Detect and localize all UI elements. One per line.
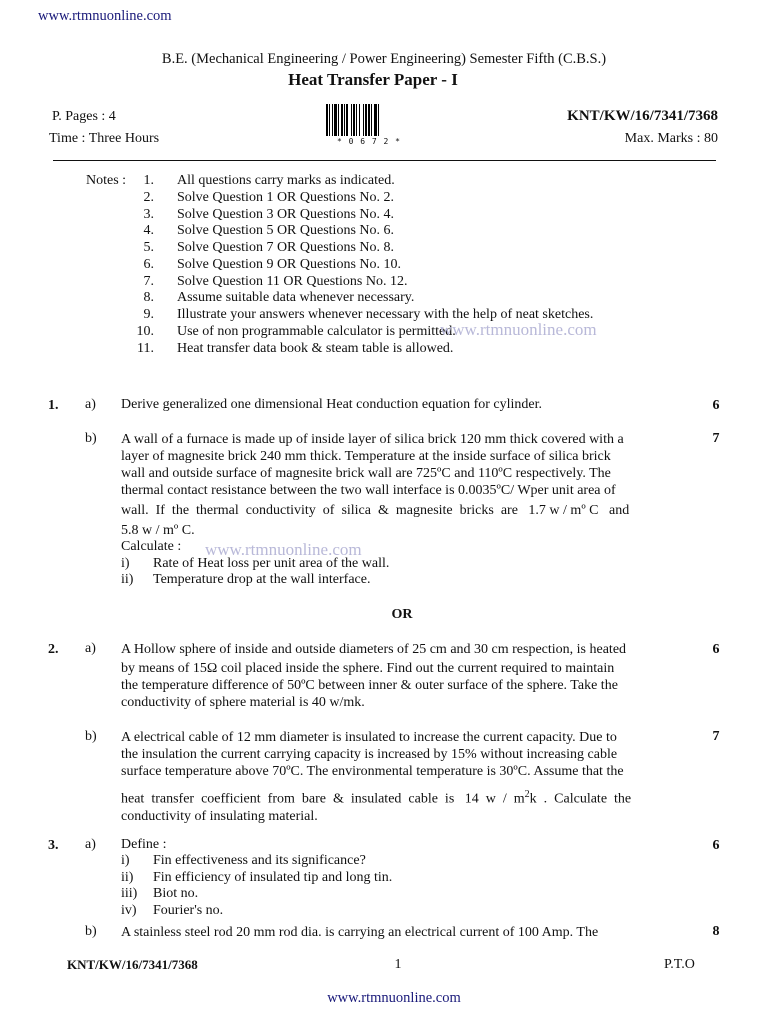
question-number: 3.	[48, 838, 59, 853]
sub-question-text: Fin efficiency of insulated tip and long tin.	[153, 870, 393, 885]
question-part-label: a)	[85, 641, 96, 656]
note-text: Solve Question 3 OR Questions No. 4.	[177, 207, 394, 222]
question-text: Derive generalized one dimensional Heat conduction equation for cylinder.	[121, 397, 543, 412]
question-text: A stainless steel rod 20 mm rod dia. is carrying an electrical current of 100 Amp. The	[121, 925, 599, 940]
sub-question-number: ii)	[121, 572, 134, 587]
question-line: by means of 15Ω coil placed inside the sphere. Find out the current required to maintain	[121, 661, 615, 676]
note-item	[86, 341, 686, 358]
note-number: 7.	[143, 274, 154, 289]
note-number: 9.	[143, 307, 154, 322]
note-item	[86, 290, 686, 307]
barcode-text: * 0 6 7 2 *	[337, 137, 401, 146]
note-text: Solve Question 5 OR Questions No. 6.	[177, 223, 394, 238]
note-text: Use of non programmable calculator is permitted.	[177, 324, 456, 339]
watermark: www.rtmnuonline.com	[205, 540, 362, 559]
question-marks: 6	[712, 642, 720, 657]
question-marks: 7	[712, 431, 720, 446]
note-text: Assume suitable data whenever necessary.	[177, 290, 415, 305]
note-text: Solve Question 11 OR Questions No. 12.	[177, 274, 408, 289]
site-link-bottom[interactable]: www.rtmnuonline.com	[327, 990, 461, 1006]
pto-label: P.T.O	[664, 957, 695, 972]
question-marks: 6	[712, 398, 720, 413]
note-text: Solve Question 1 OR Questions No. 2.	[177, 190, 394, 205]
note-item	[86, 190, 686, 207]
max-marks: Max. Marks : 80	[624, 131, 718, 146]
note-item	[86, 240, 686, 257]
note-text: Illustrate your answers whenever necessary with the help of neat sketches.	[177, 307, 594, 322]
sub-question-text: Fourier's no.	[153, 903, 224, 918]
question-line: conductivity of sphere material is 40 w/mk.	[121, 695, 365, 710]
paper-code: KNT/KW/16/7341/7368	[567, 108, 718, 124]
sub-question-number: iii)	[121, 886, 138, 901]
question-number: 2.	[48, 642, 59, 657]
define-label: Define :	[121, 837, 167, 852]
sub-question-number: ii)	[121, 870, 134, 885]
question-part-label: b)	[85, 431, 97, 446]
question-line: A electrical cable of 12 mm diameter is insulated to increase the current capacity. Due to	[121, 730, 617, 745]
question-number: 1.	[48, 398, 59, 413]
note-number: 1.	[143, 173, 154, 188]
header-divider	[53, 160, 716, 161]
note-item	[86, 274, 686, 291]
sub-question-number: i)	[121, 853, 130, 868]
note-text: Heat transfer data book & steam table is allowed.	[177, 341, 454, 356]
question-part-label: b)	[85, 924, 97, 939]
question-paragraph	[121, 729, 684, 825]
question-paragraph	[121, 641, 684, 711]
question-line: wall. If the thermal conductivity of silica & magnesite bricks are 1.7 w / mº C and	[121, 503, 630, 518]
note-number: 8.	[143, 290, 154, 305]
sub-question	[121, 556, 389, 572]
question-line: thermal contact resistance between the two wall interface is 0.0035ºC/ Wper unit area of	[121, 483, 616, 498]
question-part-label: a)	[85, 837, 96, 852]
question-line: the temperature difference of 50ºC between inner & outer surface of the sphere. Take the	[121, 678, 618, 693]
question-part-label: a)	[85, 397, 96, 412]
note-text: Solve Question 9 OR Questions No. 10.	[177, 257, 401, 272]
line-text: heat transfer coefficient from bare & insulated cable is 14 w / m	[121, 791, 525, 807]
question-line: layer of magnesite brick 240 mm thick. Temperature at the inside surface of silica brick	[121, 449, 611, 464]
line-text: k . Calculate the	[529, 791, 632, 807]
sub-question	[121, 572, 370, 588]
notes-label: Notes :	[86, 173, 127, 188]
exam-time: Time : Three Hours	[49, 131, 160, 146]
sub-question	[121, 886, 198, 902]
superscript: 2	[524, 789, 530, 800]
note-text: Solve Question 7 OR Questions No. 8.	[177, 240, 394, 255]
note-number: 5.	[143, 240, 154, 255]
note-number: 10.	[136, 324, 154, 339]
sub-question	[121, 853, 366, 869]
note-item	[86, 257, 686, 274]
page-count: P. Pages : 4	[52, 109, 116, 124]
question-paragraph	[121, 431, 684, 539]
sub-question-text: Fin effectiveness and its significance?	[153, 853, 366, 868]
footer-code: KNT/KW/16/7341/7368	[67, 957, 198, 972]
question-line: A wall of a furnace is made up of inside layer of silica brick 120 mm thick covered with a	[121, 432, 624, 447]
barcode-bars	[326, 104, 412, 136]
sub-question-number: iv)	[121, 903, 137, 918]
sub-question-number: i)	[121, 556, 130, 571]
question-marks: 8	[712, 924, 720, 939]
question-line: 5.8 w / mº C.	[121, 523, 195, 538]
question-marks: 6	[712, 838, 720, 853]
note-number: 6.	[143, 257, 154, 272]
sub-question	[121, 903, 223, 919]
page-number: 1	[394, 957, 402, 972]
sub-question	[121, 870, 392, 886]
sub-question-text: Temperature drop at the wall interface.	[153, 572, 371, 587]
course-title: B.E. (Mechanical Engineering / Power Engineering) Semester Fifth (C.B.S.)	[161, 51, 607, 67]
paper-title: Heat Transfer Paper - I	[288, 70, 458, 89]
question-marks: 7	[712, 729, 720, 744]
note-item	[86, 223, 686, 240]
question-line: A Hollow sphere of inside and outside diameters of 25 cm and 30 cm respection, is heated	[121, 642, 627, 657]
question-line: the insulation the current carrying capacity is increased by 15% without increasing cable	[121, 747, 618, 762]
note-number: 2.	[143, 190, 154, 205]
question-line	[121, 786, 684, 808]
calculate-label: Calculate :	[121, 539, 182, 554]
question-part-label: b)	[85, 729, 97, 744]
question-line: wall and outside surface of magnesite brick wall are 725ºC and 110ºC respectively. The	[121, 466, 611, 481]
site-link-top[interactable]: www.rtmnuonline.com	[38, 8, 172, 24]
question-line: surface temperature above 70ºC. The environmental temperature is 30ºC. Assume that the	[121, 764, 624, 779]
sub-question-text: Rate of Heat loss per unit area of the wall.	[153, 556, 390, 571]
watermark: www.rtmnuonline.com	[440, 320, 597, 339]
sub-question-text: Biot no.	[153, 886, 199, 901]
note-number: 4.	[143, 223, 154, 238]
note-number: 11.	[137, 341, 154, 356]
or-separator: OR	[391, 607, 413, 622]
question-line: conductivity of insulating material.	[121, 808, 318, 824]
barcode	[326, 104, 412, 146]
note-item	[86, 173, 686, 190]
note-number: 3.	[143, 207, 154, 222]
note-text: All questions carry marks as indicated.	[177, 173, 395, 188]
note-item	[86, 207, 686, 224]
